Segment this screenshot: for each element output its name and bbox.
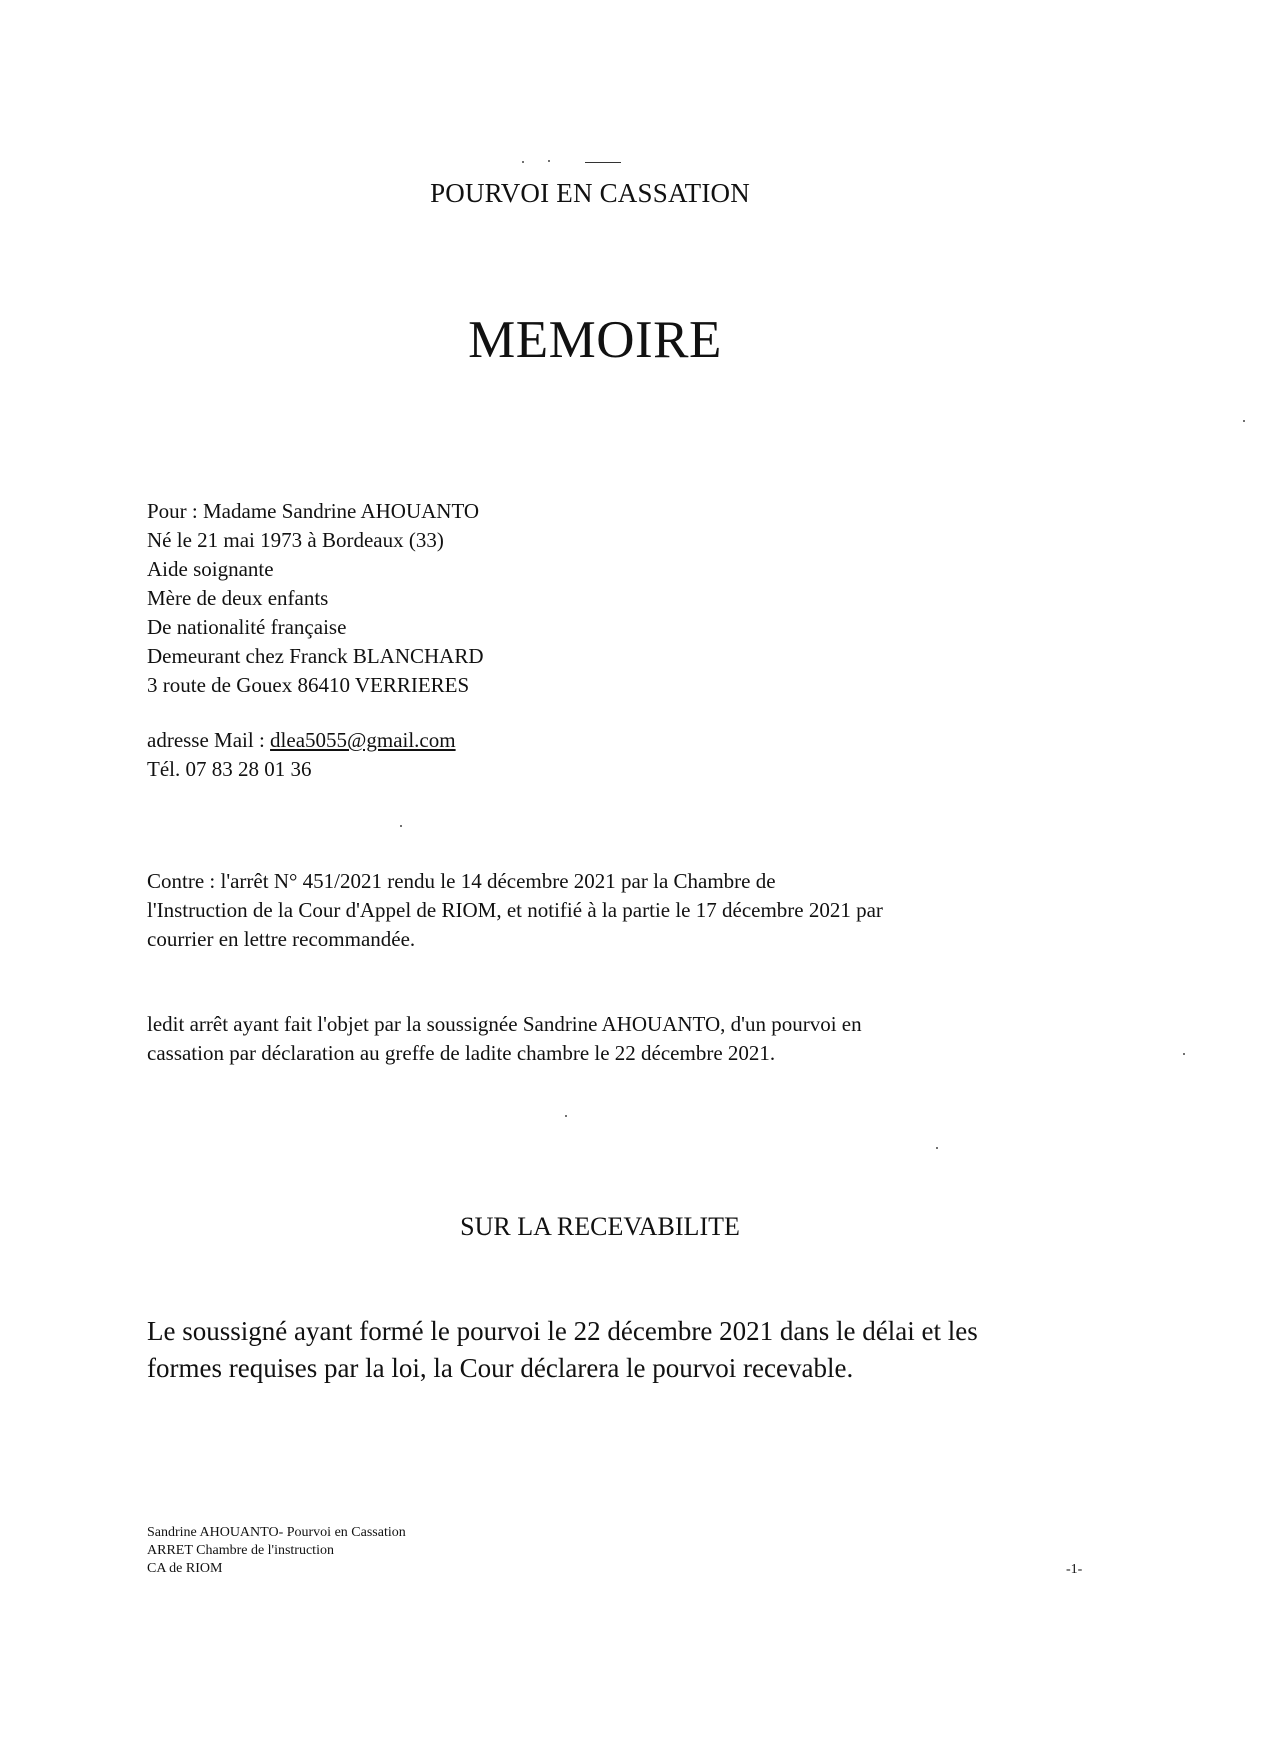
party-line: Pour : Madame Sandrine AHOUANTO xyxy=(147,499,480,523)
section-title-recevabilite: SUR LA RECEVABILITE xyxy=(460,1212,740,1241)
scan-mark-dot xyxy=(548,160,550,162)
ledit-paragraph xyxy=(147,1010,1077,1068)
ledit-line: cassation par déclaration au greffe de ladite chambre le 22 décembre 2021. xyxy=(147,1041,776,1065)
scan-mark-dot xyxy=(1243,420,1245,422)
email-label: adresse Mail : xyxy=(147,728,271,752)
party-line: Mère de deux enfants xyxy=(147,586,329,610)
scan-mark-dot xyxy=(522,161,524,163)
contre-line: Contre : l'arrêt N° 451/2021 rendu le 14 décembre 2021 par la Chambre de xyxy=(147,869,776,893)
scan-mark-dot xyxy=(565,1115,567,1117)
footer-line: Sandrine AHOUANTO- Pourvoi en Cassation xyxy=(147,1525,406,1540)
recevabilite-line: formes requises par la loi, la Cour déclarera le pourvoi recevable. xyxy=(147,1353,854,1383)
contre-line: courrier en lettre recommandée. xyxy=(147,927,416,951)
party-line: Demeurant chez Franck BLANCHARD xyxy=(147,644,484,668)
document-title: MEMOIRE xyxy=(468,311,722,369)
party-line: Aide soignante xyxy=(147,557,274,581)
phone-line: Tél. 07 83 28 01 36 xyxy=(147,757,312,781)
email-link[interactable]: dlea5055@gmail.com xyxy=(270,728,456,752)
pre-title: POURVOI EN CASSATION xyxy=(430,178,750,208)
party-line: Né le 21 mai 1973 à Bordeaux (33) xyxy=(147,528,444,552)
recevabilite-line: Le soussigné ayant formé le pourvoi le 22 décembre 2021 dans le délai et les xyxy=(147,1316,978,1346)
party-block xyxy=(147,497,1077,700)
contre-paragraph xyxy=(147,867,1077,954)
ledit-line: ledit arrêt ayant fait l'objet par la soussignée Sandrine AHOUANTO, d'un pourvoi en xyxy=(147,1012,862,1036)
recevabilite-paragraph xyxy=(147,1313,1107,1387)
contact-block xyxy=(147,726,1077,784)
footer-line: CA de RIOM xyxy=(147,1561,223,1576)
scan-mark-dot xyxy=(400,825,402,827)
contre-line: l'Instruction de la Cour d'Appel de RIOM, et notifié à la partie le 17 décembre 2021 par xyxy=(147,898,883,922)
party-line: De nationalité française xyxy=(147,615,347,639)
footer-line: ARRET Chambre de l'instruction xyxy=(147,1543,334,1558)
page-footer xyxy=(147,1524,406,1578)
page-number: -1- xyxy=(1066,1562,1083,1577)
scan-mark-dot xyxy=(936,1147,938,1149)
scan-mark-line xyxy=(585,162,621,163)
scan-mark-dot xyxy=(1183,1053,1185,1055)
party-line: 3 route de Gouex 86410 VERRIERES xyxy=(147,673,470,697)
email-line xyxy=(147,726,1077,755)
